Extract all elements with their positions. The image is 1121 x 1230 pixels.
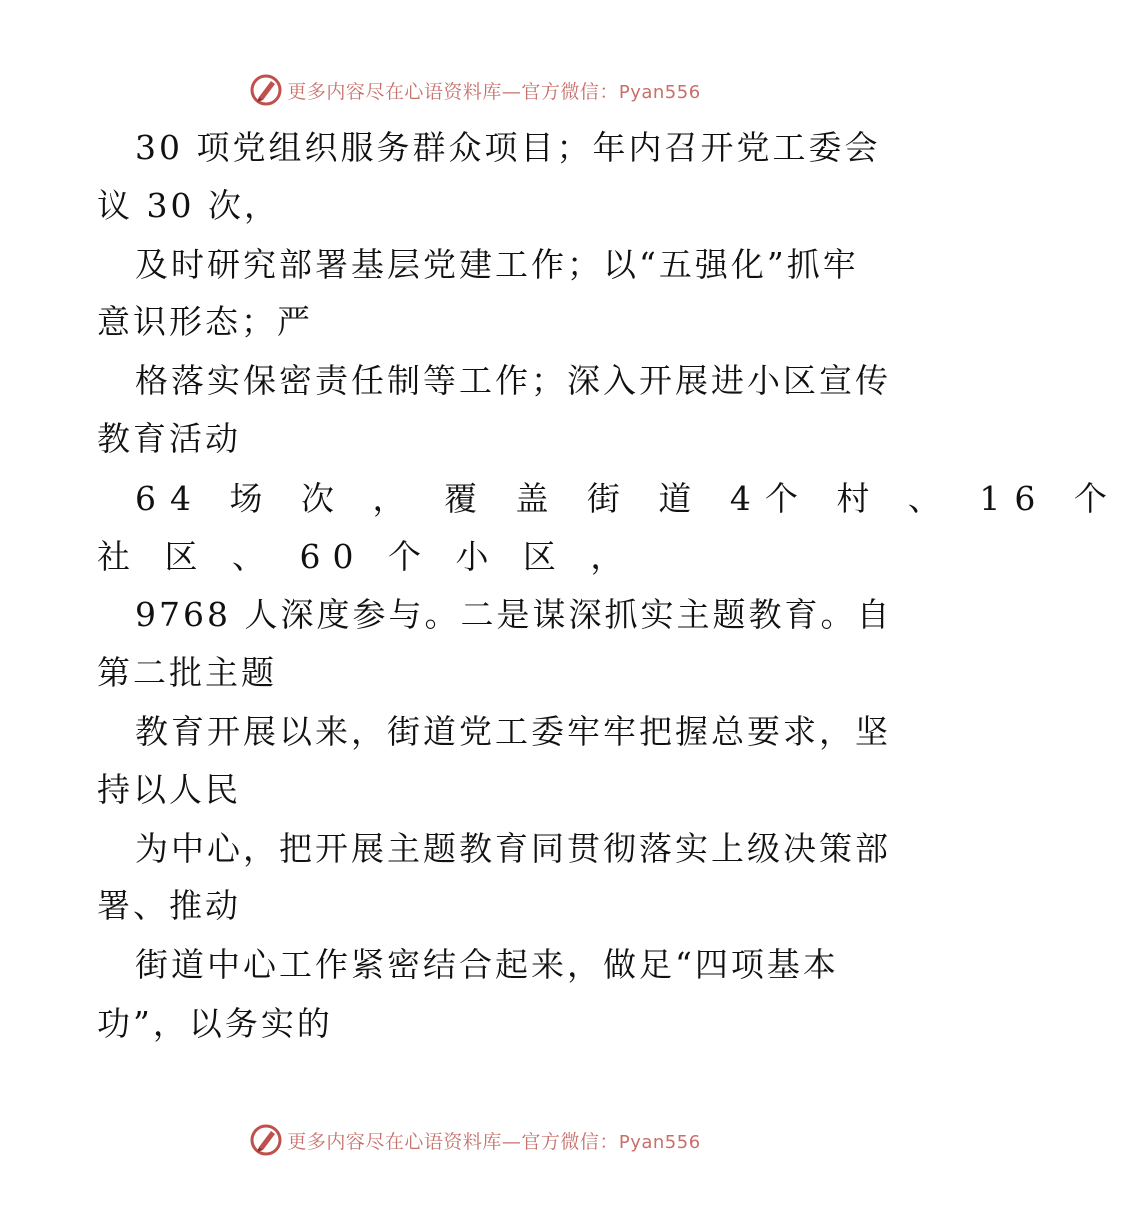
watermark-text: 更多内容尽在心语资料库—官方微信：Pyan556 <box>287 1130 701 1153</box>
header-watermark <box>0 70 950 110</box>
paragraph-line: 署、推动 <box>97 886 241 925</box>
paragraph-line: 教育开展以来，街道党工委牢牢把握总要求，坚 <box>135 712 891 751</box>
paragraph-line: 教育活动 <box>97 419 241 458</box>
paragraph-line: 及时研究部署基层党建工作；以“五强化”抓牢 <box>135 245 859 284</box>
paragraph-line: 9768 人深度参与。二是谋深抓实主题教育。自 <box>135 595 893 634</box>
pen-logo-icon <box>249 73 283 107</box>
paragraph-line: 第二批主题 <box>97 653 277 692</box>
pen-logo-icon <box>249 1123 283 1157</box>
paragraph-line: 社 区 、 60 个 小 区 ， <box>97 537 636 576</box>
watermark-text: 更多内容尽在心语资料库—官方微信：Pyan556 <box>287 80 701 103</box>
paragraph-line: 意识形态；严 <box>97 302 313 341</box>
footer-watermark <box>0 1120 950 1160</box>
paragraph-line: 30 项党组织服务群众项目；年内召开党工委会 <box>135 128 881 167</box>
paragraph-line: 格落实保密责任制等工作；深入开展进小区宣传 <box>135 361 891 400</box>
paragraph-line: 64 场 次 ， 覆 盖 街 道 4个 村 、 16 个 <box>135 479 1121 518</box>
paragraph-line: 为中心，把开展主题教育同贯彻落实上级决策部 <box>135 829 891 868</box>
paragraph-line: 功”，以务实的 <box>97 1004 333 1043</box>
paragraph-line: 议 30 次， <box>97 186 280 225</box>
paragraph-line: 街道中心工作紧密结合起来，做足“四项基本 <box>135 945 839 984</box>
paragraph-line: 持以人民 <box>97 770 241 809</box>
